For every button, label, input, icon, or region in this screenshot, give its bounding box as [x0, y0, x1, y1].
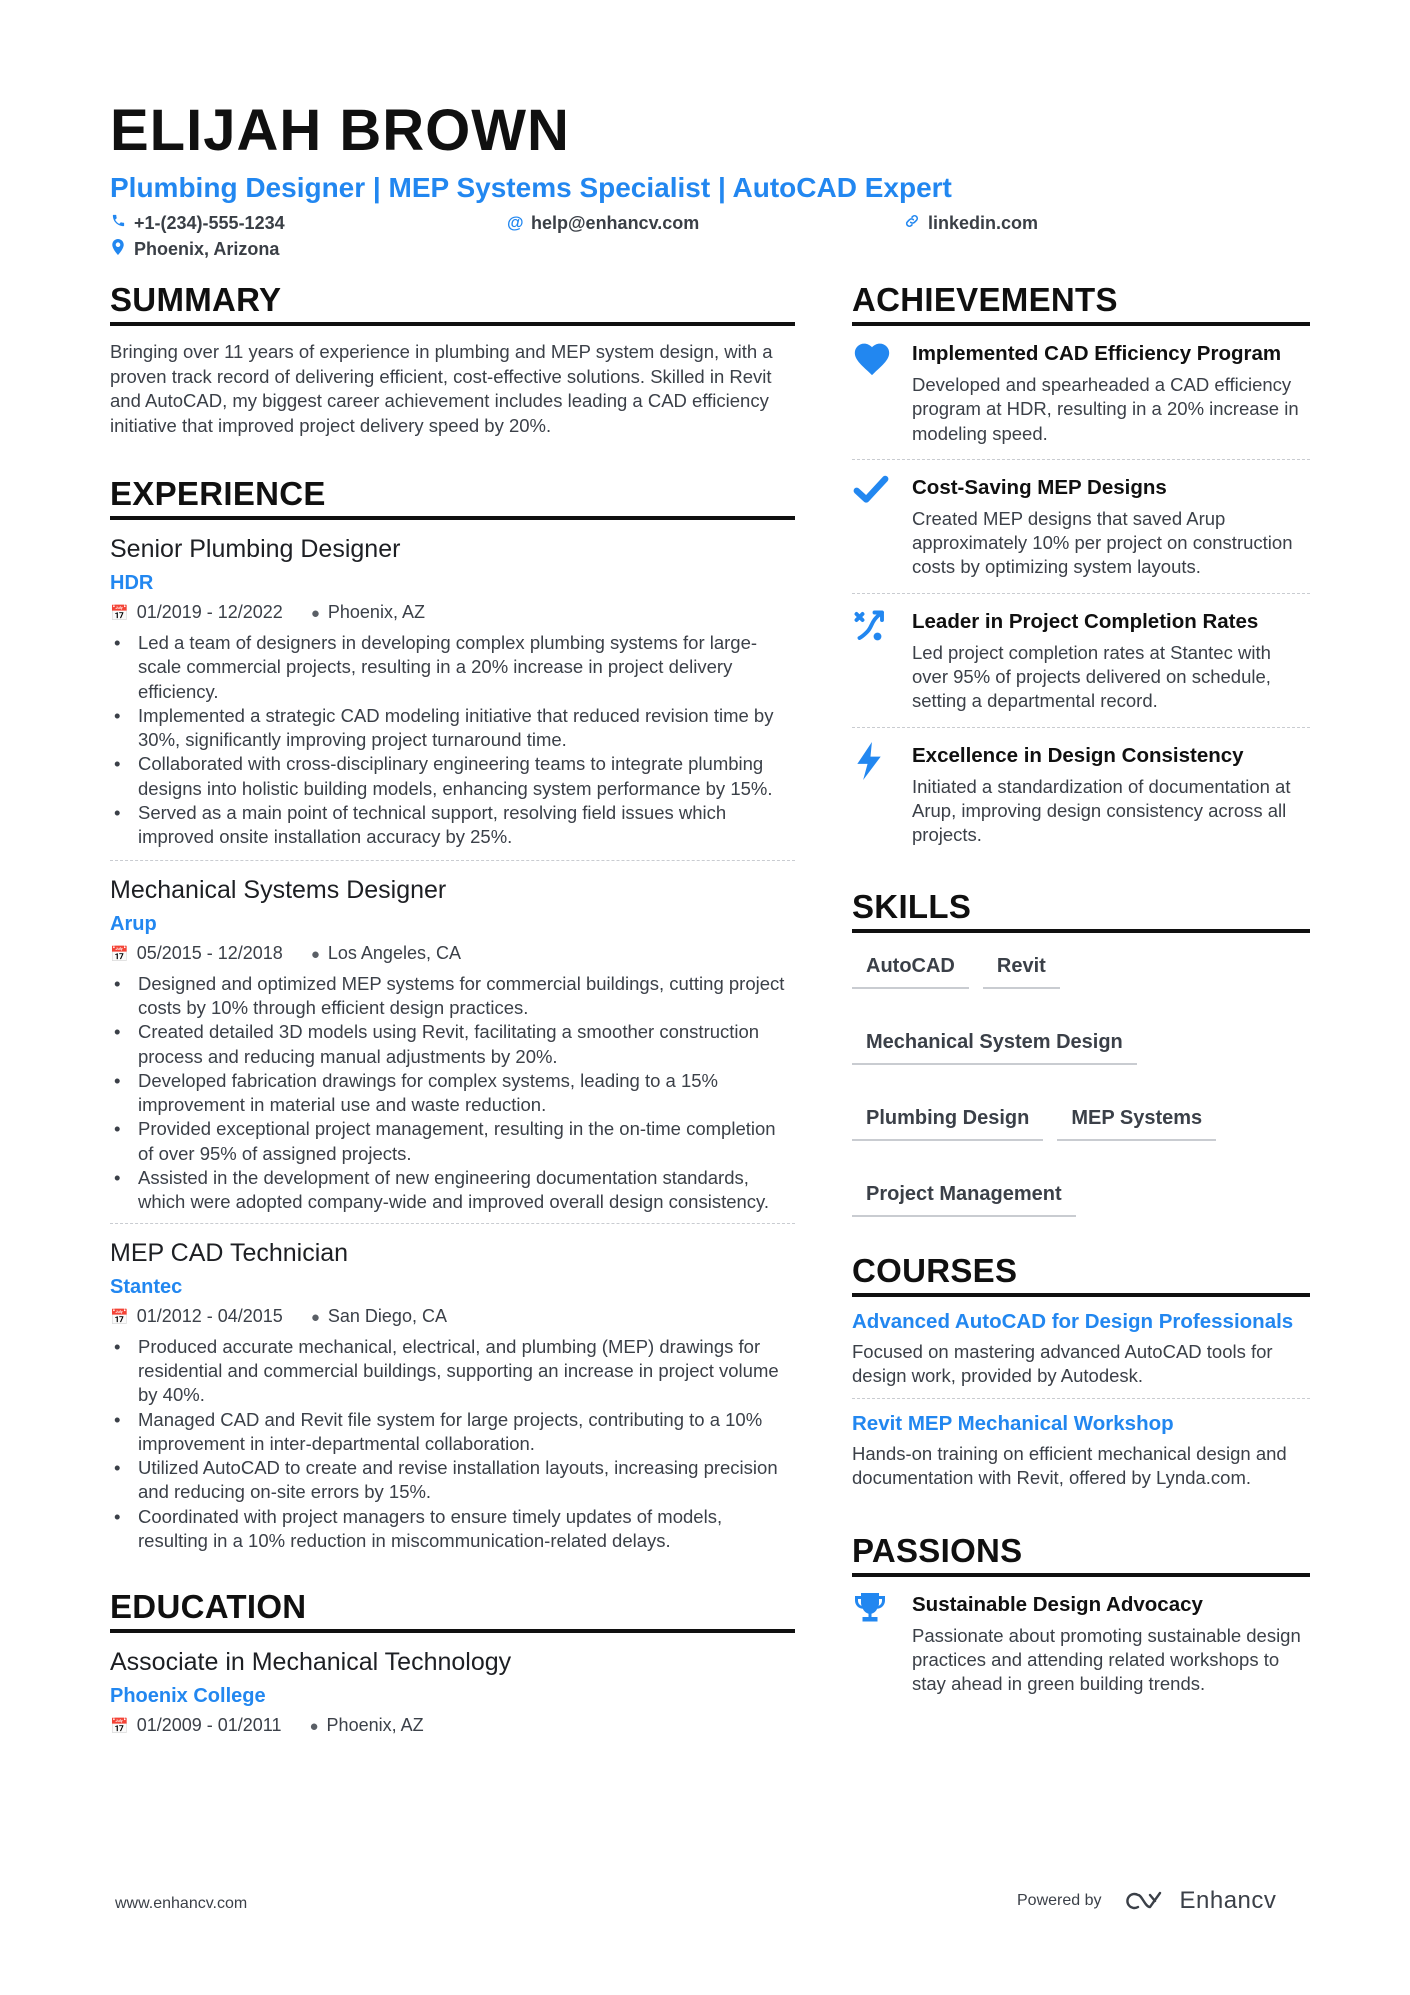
passion-desc: Passionate about promoting sustainable design practices and attending related workshops to stay ahead in green building trends.: [912, 1624, 1301, 1695]
achievement-item: [852, 326, 1310, 460]
linkedin-contact: [904, 213, 1038, 234]
bullet-item: • Collaborated with cross-disciplinary engineering teams to integrate plumbing designs into holistic building models, enhancing system performance by 15%.: [110, 752, 795, 801]
achievement-title: Excellence in Design Consistency: [912, 743, 1244, 767]
course-desc: Hands-on training on efficient mechanical design and documentation with Revit, offered by Lynda.com.: [852, 1443, 1287, 1489]
skills-list: [852, 949, 1310, 1217]
job-meta: [110, 940, 795, 968]
checkmark-icon: [852, 474, 912, 580]
right-column: [852, 280, 1310, 1710]
calendar-icon: 📅: [110, 1718, 129, 1736]
skill-tag: AutoCAD: [852, 949, 969, 989]
at-sign-icon: @: [507, 213, 524, 232]
bullet-item: • Assisted in the development of new engineering documentation standards, which were adopted company-wide and improved overall design consistency.: [110, 1166, 795, 1215]
bullet-item: • Utilized AutoCAD to create and revise installation layouts, increasing precision and reducing on-site errors by 15%.: [110, 1456, 795, 1505]
bullet-item: • Served as a main point of technical support, resolving field issues which improved onsite installation accuracy by 25%.: [110, 801, 795, 850]
resume-header: [110, 96, 1310, 262]
job-bullets: [110, 631, 795, 850]
job-title: Mechanical Systems Designer: [110, 875, 447, 904]
course-item: [852, 1399, 1310, 1501]
bullet-item: • Created detailed 3D models using Revit, facilitating a smoother construction process and reducing manual adjustments by 20%.: [110, 1020, 795, 1069]
passion-title: Sustainable Design Advocacy: [912, 1592, 1203, 1616]
summary-text: Bringing over 11 years of experience in plumbing and MEP system design, with a proven track record of delivering efficient, cost-effective solutions. Skilled in Revit and AutoCAD, my biggest career achievement includes leading a CAD efficiency initiative that improved project delivery speed by 20%.: [110, 341, 773, 436]
achievement-item: [852, 460, 1310, 594]
location-pin-icon: ●: [310, 1308, 320, 1326]
course-desc: Focused on mastering advanced AutoCAD tools for design work, provided by Autodesk.: [852, 1340, 1273, 1386]
achievement-title: Implemented CAD Efficiency Program: [912, 342, 1282, 365]
course-title: Revit MEP Mechanical Workshop: [852, 1412, 1174, 1436]
achievement-body: [912, 340, 1310, 446]
skill-tag: Revit: [983, 949, 1060, 989]
bullet-item: • Managed CAD and Revit file system for large projects, contributing to a 10% improvement in inter-departmental collaboration.: [110, 1408, 795, 1457]
bullet-item: • Implemented a strategic CAD modeling initiative that reduced revision time by 30%, significantly improving project turnaround time.: [110, 704, 795, 753]
job-dates: 📅 05/2015 - 12/2018: [110, 942, 283, 963]
phone-number[interactable]: +1-(234)-555-1234: [134, 212, 285, 233]
skills-heading: SKILLS: [852, 887, 1310, 933]
achievement-body: [912, 742, 1310, 848]
education-location: ● Phoenix, AZ: [309, 1715, 424, 1736]
school-name: Phoenix College: [110, 1685, 266, 1708]
footer-branding: [1017, 1887, 1276, 1915]
job-bullets: [110, 972, 795, 1215]
job-entry: [110, 1236, 795, 1554]
email-contact: [507, 213, 904, 234]
bullet-item: • Developed fabrication drawings for complex systems, leading to a 15% improvement in material use and waste reduction.: [110, 1069, 795, 1118]
course-item: [852, 1297, 1310, 1400]
achievement-body: [912, 474, 1310, 580]
link-icon: [904, 213, 920, 234]
bullet-item: • Coordinated with project managers to ensure timely updates of models, resulting in a 10% reduction in miscommunication-related delays.: [110, 1505, 795, 1554]
skill-tag: Project Management: [852, 1177, 1076, 1217]
enhancv-brand-name: Enhancv: [1179, 1887, 1277, 1914]
job-dates: 📅 01/2012 - 04/2015: [110, 1305, 283, 1326]
experience-heading: EXPERIENCE: [110, 474, 795, 520]
company-name: Arup: [110, 912, 157, 935]
job-bullets: [110, 1335, 795, 1554]
candidate-title: Plumbing Designer | MEP Systems Specialist | AutoCAD Expert: [110, 172, 952, 203]
calendar-icon: 📅: [110, 605, 129, 622]
skill-tag: Plumbing Design: [852, 1101, 1043, 1141]
job-title: MEP CAD Technician: [110, 1238, 349, 1267]
course-title: Advanced AutoCAD for Design Professionals: [852, 1309, 1294, 1333]
job-location: ● Los Angeles, CA: [310, 942, 461, 963]
job-meta: [110, 1303, 795, 1331]
education-heading: EDUCATION: [110, 1587, 795, 1633]
calendar-icon: 📅: [110, 945, 129, 963]
passions-heading: PASSIONS: [852, 1531, 1310, 1577]
job-location: ● San Diego, CA: [310, 1305, 447, 1326]
degree-title: Associate in Mechanical Technology: [110, 1648, 512, 1677]
courses-heading: COURSES: [852, 1251, 1310, 1297]
location-pin-icon: ●: [309, 1718, 319, 1736]
email-address[interactable]: help@enhancv.com: [531, 212, 700, 233]
achievement-desc: Led project completion rates at Stantec with over 95% of projects delivered on schedule, setting a departmental record.: [912, 641, 1271, 712]
bullet-item: • Produced accurate mechanical, electrical, and plumbing (MEP) drawings for residential and commercial buildings, supporting an increase in project volume by 40%.: [110, 1335, 795, 1408]
lightning-icon: [852, 742, 912, 848]
bullet-item: • Provided exceptional project management, resulting in the on-time completion of over 95% of assigned projects.: [110, 1117, 795, 1166]
calendar-icon: 📅: [110, 1308, 129, 1326]
education-entry: [110, 1645, 795, 1740]
summary-heading: SUMMARY: [110, 280, 795, 326]
candidate-name: ELIJAH BROWN: [110, 98, 570, 163]
bullet-item: • Designed and optimized MEP systems for commercial buildings, cutting project costs by 10% through efficient design practices.: [110, 972, 795, 1021]
education-dates: 📅 01/2009 - 01/2011: [110, 1715, 282, 1736]
left-column: [110, 280, 795, 1740]
achievement-item: [852, 728, 1310, 861]
job-title: Senior Plumbing Designer: [110, 535, 401, 563]
job-entry: [110, 873, 795, 1224]
enhancv-logo[interactable]: [1124, 1887, 1277, 1915]
achievement-title: Leader in Project Completion Rates: [912, 609, 1259, 633]
job-entry: [110, 532, 795, 861]
achievement-title: Cost-Saving MEP Designs: [912, 475, 1167, 499]
location-row: [110, 236, 1310, 262]
skill-tag: Mechanical System Design: [852, 1025, 1137, 1065]
achievement-item: [852, 594, 1310, 728]
route-icon: [852, 608, 912, 714]
heart-icon: [852, 340, 912, 446]
enhancv-logo-icon: [1124, 1889, 1170, 1913]
bullet-item: • Led a team of designers in developing complex plumbing systems for large-scale commercial projects, resulting in a 20% increase in project delivery efficiency.: [110, 631, 795, 704]
linkedin-link[interactable]: linkedin.com: [928, 212, 1039, 233]
footer-website[interactable]: www.enhancv.com: [115, 1895, 248, 1912]
phone-contact: [110, 213, 507, 234]
location-contact: [110, 239, 279, 260]
achievement-desc: Initiated a standardization of documentation at Arup, improving design consistency across all projects.: [912, 775, 1291, 846]
achievements-heading: ACHIEVEMENTS: [852, 280, 1310, 326]
location-text: Phoenix, Arizona: [134, 238, 280, 259]
passion-body: [912, 1591, 1310, 1697]
location-pin-icon: [110, 239, 126, 260]
powered-by-label: Powered by: [1017, 1892, 1102, 1909]
location-pin-icon: ●: [310, 945, 320, 963]
location-pin-icon: ●: [310, 605, 320, 622]
achievement-body: [912, 608, 1310, 714]
job-location: ● Phoenix, AZ: [310, 602, 425, 622]
company-name: HDR: [110, 572, 154, 594]
trophy-icon: [852, 1591, 912, 1697]
skill-tag: MEP Systems: [1057, 1101, 1216, 1141]
education-meta: [110, 1712, 795, 1740]
job-meta: [110, 599, 795, 627]
job-dates: 📅 01/2019 - 12/2022: [110, 602, 283, 622]
phone-icon: [110, 213, 126, 233]
achievement-desc: Created MEP designs that saved Arup approximately 10% per project on construction costs by optimizing system layouts.: [912, 507, 1293, 578]
passion-item: [852, 1577, 1310, 1710]
company-name: Stantec: [110, 1275, 183, 1298]
contact-row: [110, 210, 1310, 236]
achievement-desc: Developed and spearheaded a CAD efficiency program at HDR, resulting in a 20% increase in modeling speed.: [912, 374, 1299, 444]
